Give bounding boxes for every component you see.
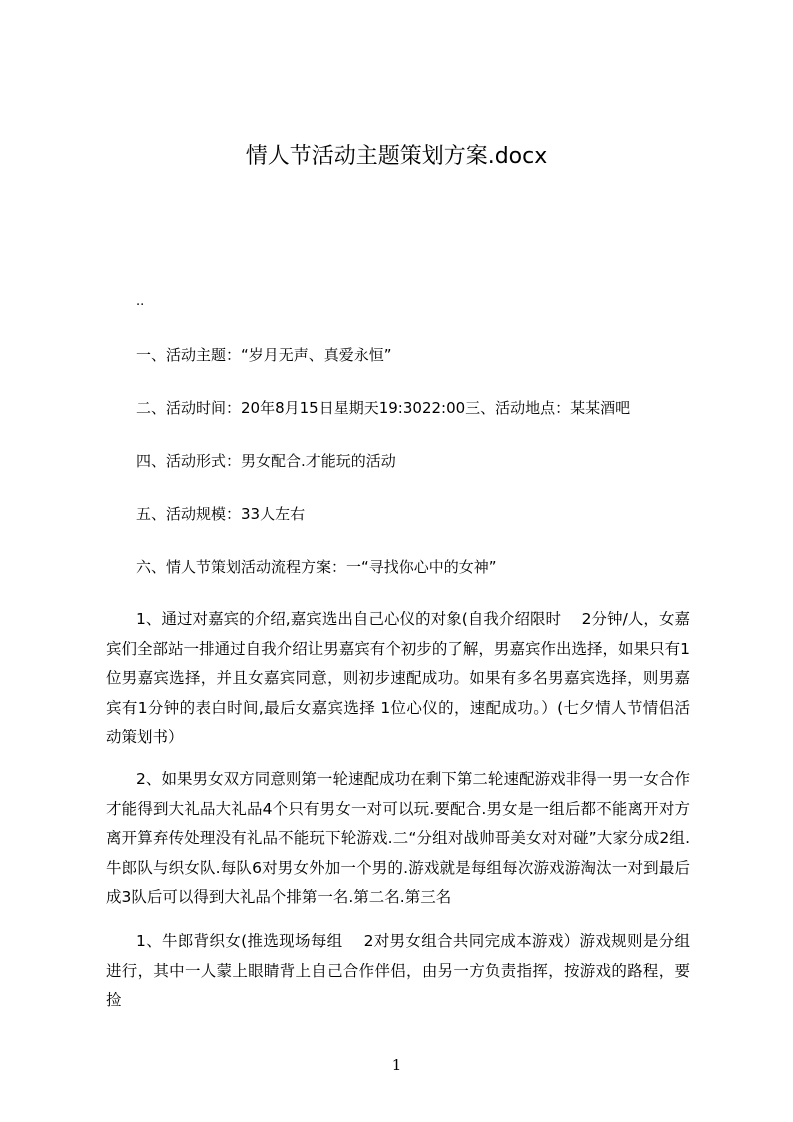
- heading-process: 六、情人节策划活动流程方案：一“寻找你心中的女神”: [136, 558, 497, 576]
- heading-time-location: 二、活动时间：20年8月15日星期天19:3022:00三、活动地点：某某酒吧: [136, 399, 631, 417]
- paragraph-introduction: 1、通过对嘉宾的介绍,嘉宾选出自己心仪的对象(自我介绍限时 2分钟/人，女嘉宾们全部站一排通过自我介绍让男嘉宾有个初步的了解，男嘉宾作出选择，如果只有1位男嘉宾选择，并且女嘉宾同意，则初步速配成功。如果有多名男嘉宾选择，则男嘉宾有1分钟的表白时间,最后女嘉宾选择 1位心仪的，速配成功。）(七夕情人节情侣活动策划书）: [106, 610, 690, 747]
- heading-scale: 五、活动规模：33人左右: [136, 505, 306, 523]
- paragraph-second-round: 2、如果男女双方同意则第一轮速配成功在剩下第二轮速配游戏非得一男一女合作才能得到大礼品大礼品4个只有男女一对可以玩.要配合.男女是一组后都不能离开对方离开算弃传处理没有礼品不能玩下轮游戏.二“分组对战帅哥美女对对碰”大家分成2组.牛郎队与织女队.每队6对男女外加一个男的.游戏就是每组每次游戏游淘汰一对到最后成3队后可以得到大礼品个排第一名.第二名.第三名: [106, 770, 690, 907]
- section-marker: ..: [136, 294, 145, 309]
- page-title: 情人节活动主题策划方案.docx: [245, 144, 548, 169]
- heading-theme: 一、活动主题：“岁月无声、真爱永恒”: [136, 346, 392, 364]
- paragraph-game-rules: 1、牛郎背织女(推选现场每组 2对男女组合共同完成本游戏）游戏规则是分组进行，其中一人蒙上眼睛背上自己合作伴侣，由另一方负责指挥，按游戏的路程，要捡: [106, 932, 690, 1010]
- heading-format: 四、活动形式：男女配合.才能玩的活动: [136, 452, 396, 470]
- page-number: 1: [391, 1056, 402, 1074]
